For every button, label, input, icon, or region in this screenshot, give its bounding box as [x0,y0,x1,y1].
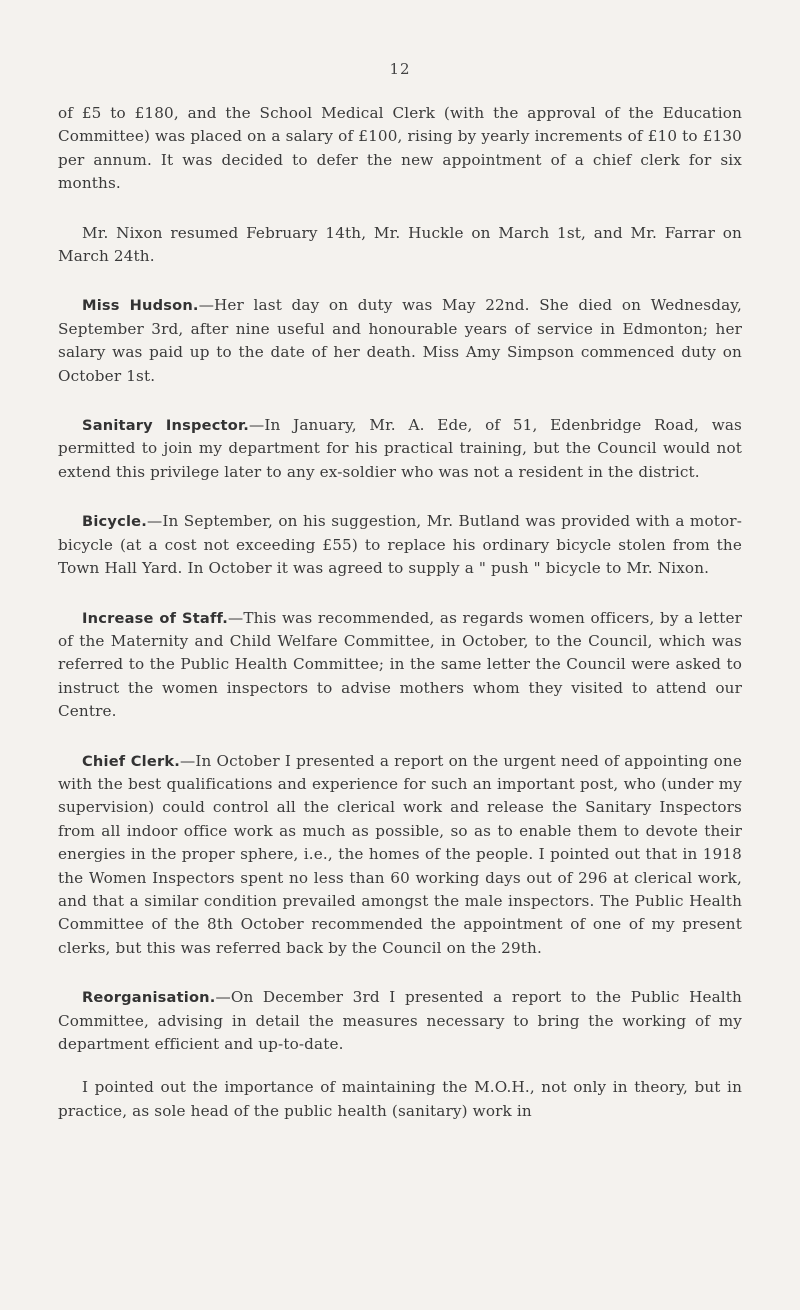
paragraph-resumptions [58,222,742,269]
paragraph-text: —On December 3rd I presented a report to the Public Health Committee, advising in detail the measures necessary to bring the working of my department efficient and up-to-date. [58,988,742,1053]
paragraph-text: I pointed out the importance of maintaining the M.O.H., not only in theory, but in practice, as sole head of the public health (sanitary) work in [58,1078,742,1120]
paragraph-increase-of-staff [58,607,742,724]
paragraph-text: Mr. Nixon resumed February 14th, Mr. Huckle on March 1st, and Mr. Farrar on March 24th. [58,223,742,266]
paragraph-text: —In October I presented a report on the urgent need of appointing one with the best qualifications and experience for such an important post, who (under my supervision) could control all the clerical work and release the Sanitary Inspectors from all indoor office work as much as possible, so as to enable them to devote their energies in the proper sphere, i.e., the homes of the people. I pointed out that in 1918 the Women Inspectors spent no less than 60 working days out of 296 at clerical work, and that a similar condition prevailed amongst the male inspectors. The Public Health Committee of the 8th October recommended the appointment of one of my present clerks, but this was referred back by the Council on the 29th. [58,751,742,957]
paragraph-text: —In September, on his suggestion, Mr. Butland was provided with a motor-bicycle (at a cost not exceeding £55) to replace his ordinary bicycle stolen from the Town Hall Yard. In October it was agreed to supply a " push " bicycle to Mr. Nixon. [58,512,742,578]
document-page [58,60,742,1149]
paragraph-miss-hudson [58,294,742,388]
paragraph-salary [58,102,742,196]
section-heading: Sanitary Inspector. [82,417,250,435]
paragraph-text: —In January, Mr. A. Ede, of 51, Edenbridge Road, was permitted to join my department for his practical training, but the Council would not extend this privilege later to any ex-soldier who was not a resident in the district. [58,416,742,481]
paragraph-importance [58,1076,742,1123]
section-heading: Bicycle. [82,513,147,531]
paragraph-text: —This was recommended, as regards women officers, by a letter of the Maternity and Child Welfare Committee, in October, to the Council, which was referred to the Public Health Committee; in the same letter the Council were asked to instruct the women inspectors to advise mothers whom they visited to attend our Centre. [58,608,742,721]
section-heading: Chief Clerk. [82,752,180,770]
paragraph-text: —Her last day on duty was May 22nd. She died on Wednesday, September 3rd, after nine useful and honourable years of service in Edmonton; her salary was paid up to the date of her death. Miss Amy Simpson commenced duty on October 1st. [58,296,742,385]
paragraph-text: of £5 to £180, and the School Medical Clerk (with the approval of the Education Committee) was placed on a salary of £100, rising by yearly increments of £10 to £130 per annum. It was decided to defer the new appointment of a chief clerk for six months. [58,104,742,193]
paragraph-sanitary-inspector [58,414,742,484]
paragraph-reorganisation [58,986,742,1056]
section-heading: Increase of Staff. [82,609,228,627]
section-heading: Reorganisation. [82,989,216,1007]
page-number: 12 [389,60,411,78]
section-heading: Miss Hudson. [82,297,199,315]
paragraph-bicycle [58,510,742,580]
paragraph-chief-clerk [58,750,742,961]
